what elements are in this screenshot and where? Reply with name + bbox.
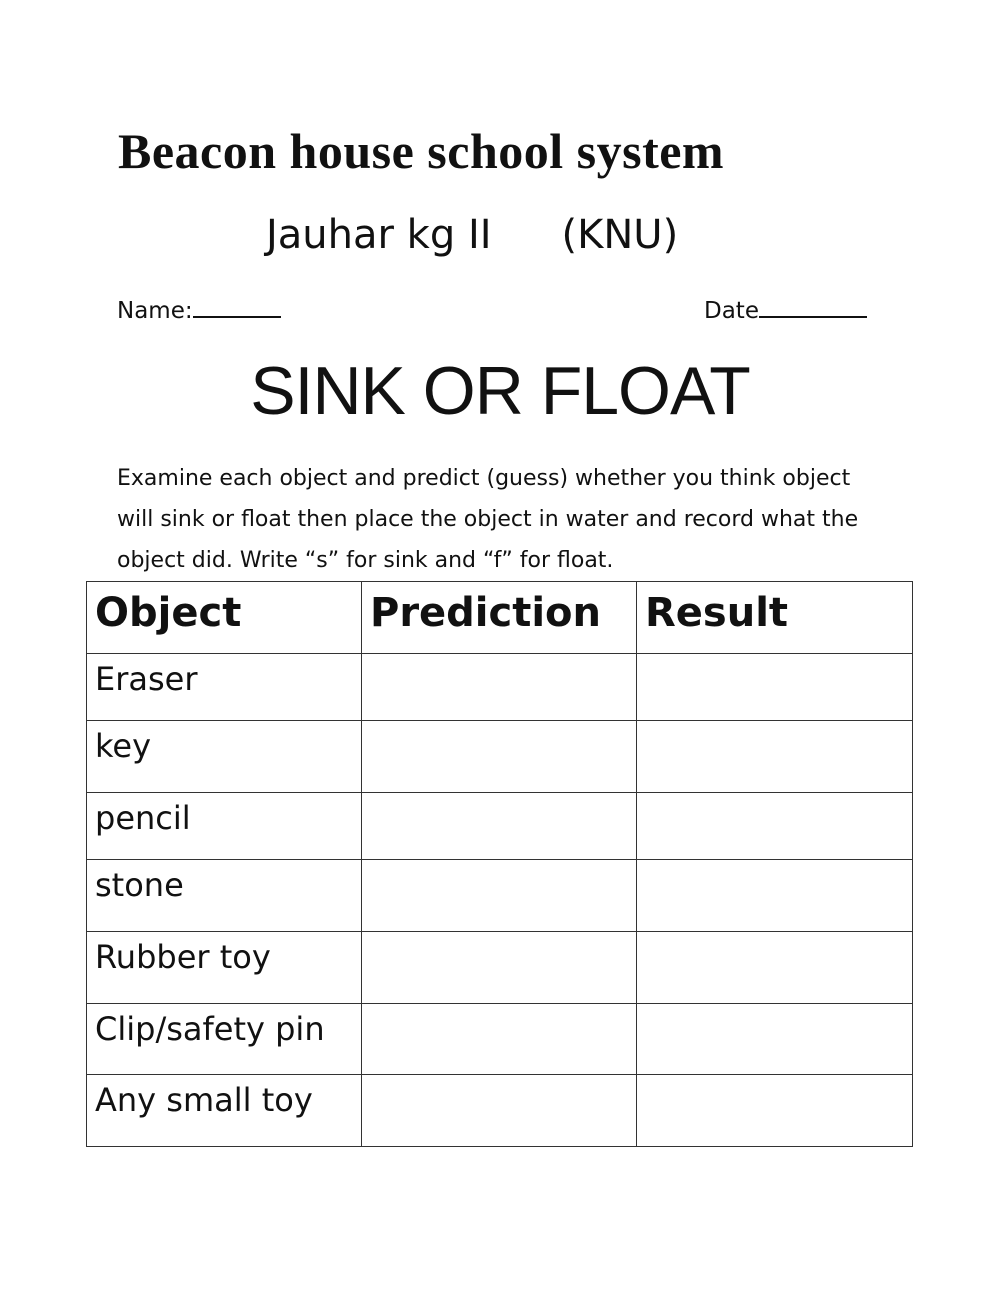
object-cell: Rubber toy (87, 932, 362, 1004)
table-row (87, 860, 913, 932)
result-cell[interactable] (637, 721, 913, 793)
table-header-row (87, 582, 913, 654)
class-line (266, 212, 678, 258)
school-name: Beacon house school system (118, 123, 725, 179)
results-table (86, 581, 913, 1147)
table-row (87, 1075, 913, 1147)
prediction-cell[interactable] (362, 721, 637, 793)
prediction-cell[interactable] (362, 793, 637, 860)
class-label: Jauhar kg II (266, 212, 492, 258)
name-blank-line[interactable] (193, 296, 281, 318)
object-cell: stone (87, 860, 362, 932)
header-prediction: Prediction (362, 582, 637, 654)
instructions-text: Examine each object and predict (guess) whether you think object will sink or float then place the object in water and record what the object did. Write “s” for sink and “f” for float. (117, 466, 859, 573)
name-label: Name: (117, 298, 193, 324)
result-cell[interactable] (637, 860, 913, 932)
table-row (87, 654, 913, 721)
prediction-cell[interactable] (362, 860, 637, 932)
date-label: Date (704, 298, 759, 324)
table-row (87, 793, 913, 860)
prediction-cell[interactable] (362, 1004, 637, 1075)
object-cell: Eraser (87, 654, 362, 721)
date-field[interactable] (704, 296, 867, 324)
table-row (87, 721, 913, 793)
object-cell: Clip/safety pin (87, 1004, 362, 1075)
header-object: Object (87, 582, 362, 654)
name-field[interactable] (117, 296, 281, 324)
table-row (87, 1004, 913, 1075)
table-row (87, 932, 913, 1004)
result-cell[interactable] (637, 932, 913, 1004)
prediction-cell[interactable] (362, 932, 637, 1004)
prediction-cell[interactable] (362, 654, 637, 721)
result-cell[interactable] (637, 1004, 913, 1075)
object-cell: pencil (87, 793, 362, 860)
page-title: SINK OR FLOAT (250, 353, 750, 429)
object-cell: key (87, 721, 362, 793)
result-cell[interactable] (637, 654, 913, 721)
result-cell[interactable] (637, 793, 913, 860)
class-code: (KNU) (561, 212, 679, 258)
header-result: Result (637, 582, 913, 654)
object-cell: Any small toy (87, 1075, 362, 1147)
prediction-cell[interactable] (362, 1075, 637, 1147)
date-blank-line[interactable] (759, 296, 867, 318)
result-cell[interactable] (637, 1075, 913, 1147)
